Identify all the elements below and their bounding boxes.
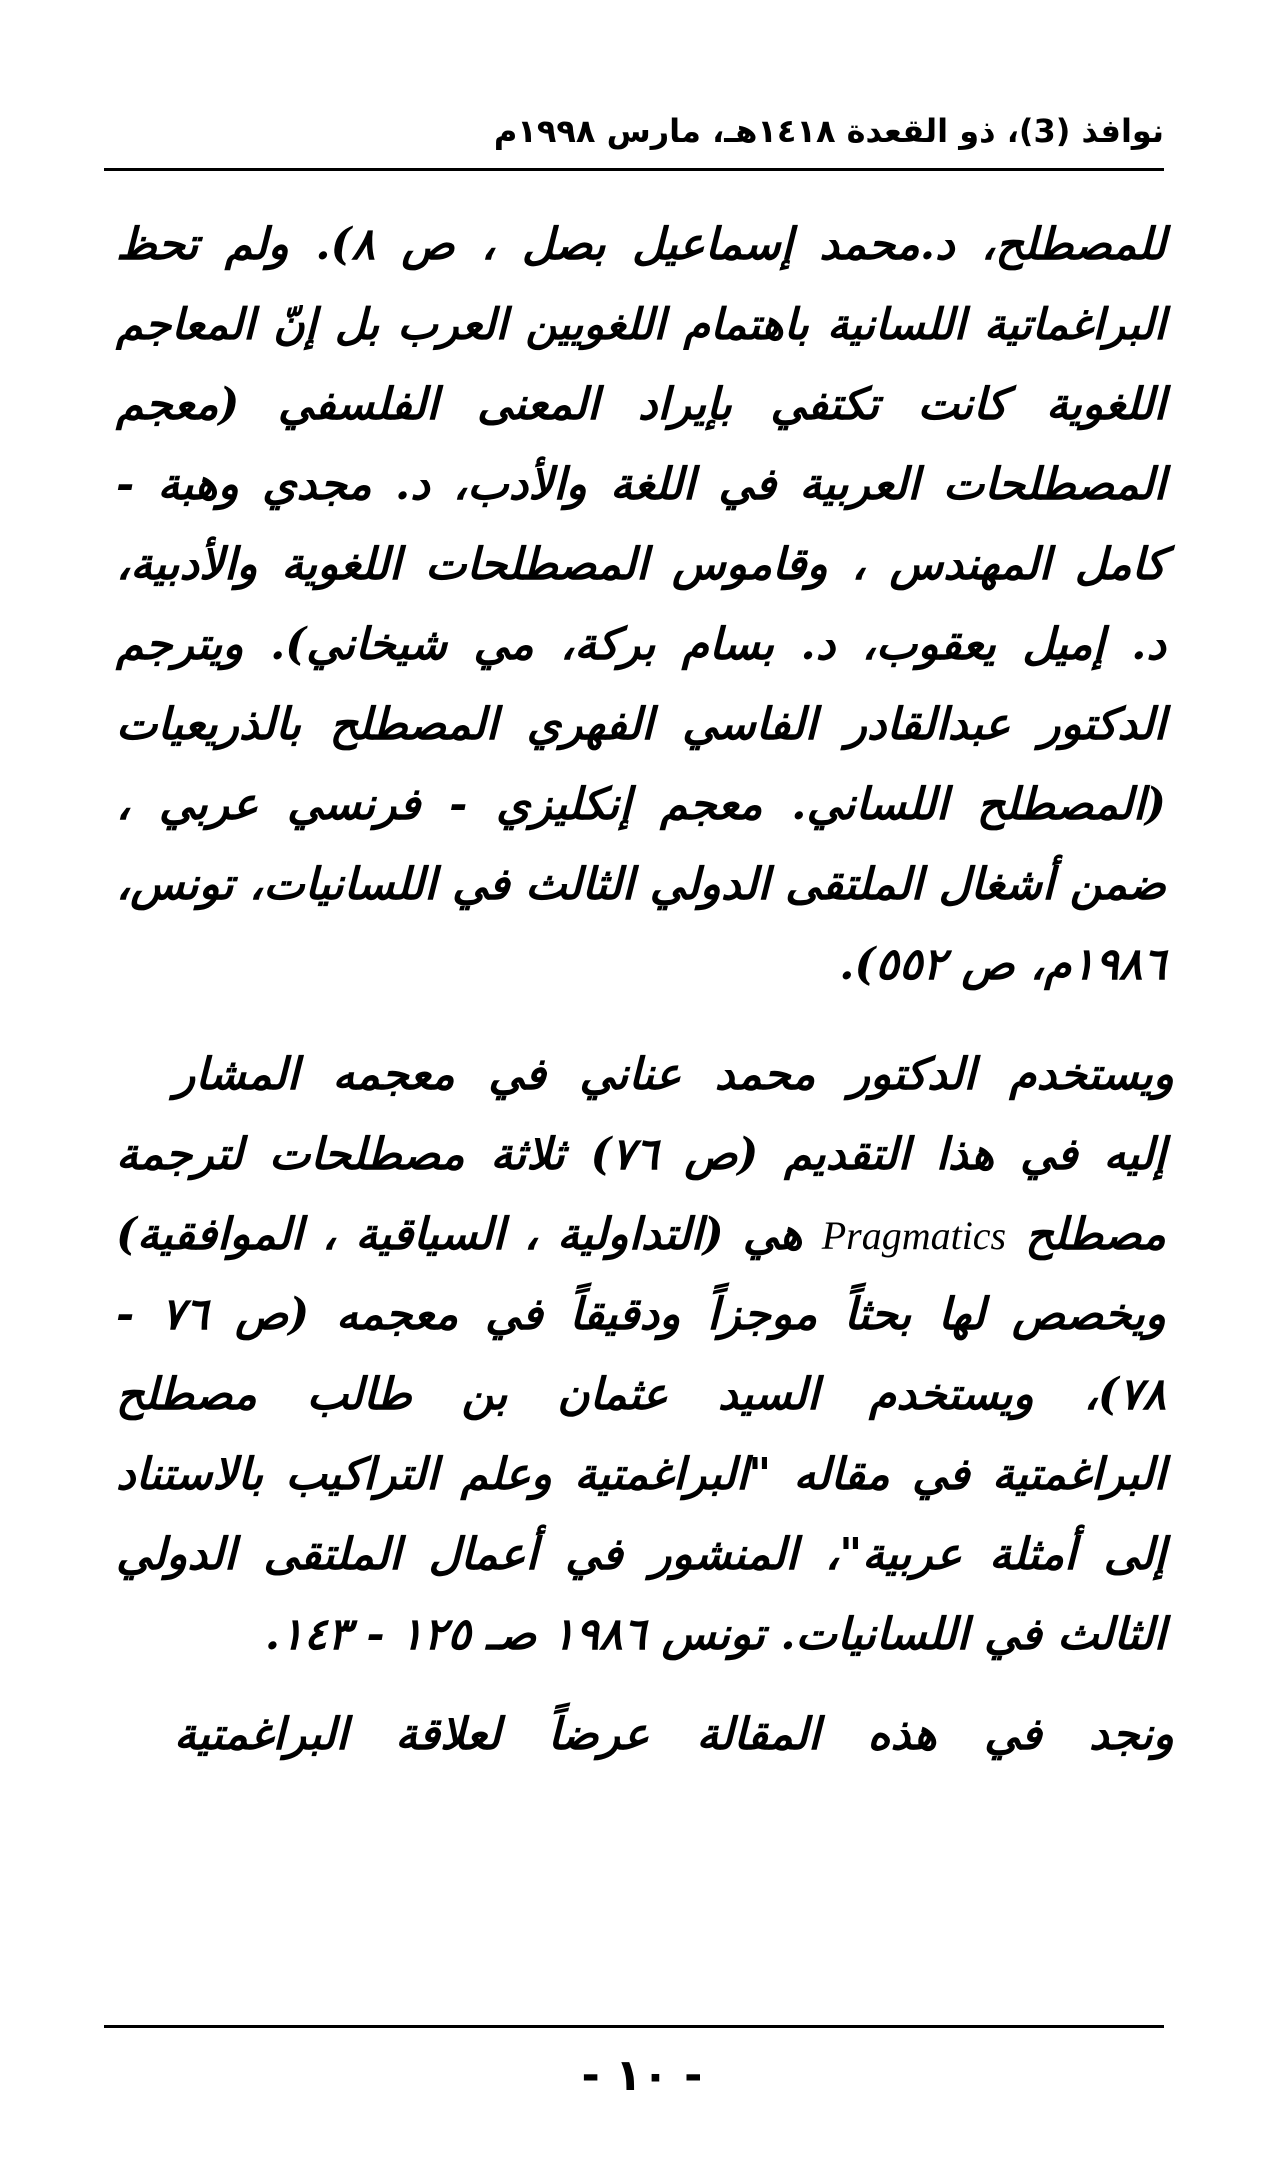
text-line: ونجد في هذه المقالة عرضاً لعلاقة البراغمتية bbox=[174, 1709, 1174, 1760]
text-fragment: هي (التداولية ، السياقية ، الموافقية) bbox=[116, 1209, 803, 1260]
text-line: الثالث في اللسانيات. تونس ١٩٨٦ صـ ١٢٥ - ١٤٣. bbox=[264, 1609, 1166, 1660]
running-header: نوافذ (3)، ذو القعدة ١٤١٨هـ، مارس ١٩٩٨م bbox=[493, 112, 1164, 150]
text-line: ويستخدم الدكتور محمد عناني في معجمه المشار bbox=[174, 1049, 1174, 1100]
text-line: البراغماتية اللسانية باهتمام اللغويين العرب بل إنّ المعاجم bbox=[116, 300, 1166, 350]
text-line: إليه في هذا التقديم (ص ٧٦) ثلاثة مصطلحات لترجمة bbox=[116, 1129, 1166, 1180]
text-line: كامل المهندس ، وقاموس المصطلحات اللغوية والأدبية، bbox=[116, 539, 1166, 590]
text-line: ١٩٨٦م، ص ٥٥٢). bbox=[839, 939, 1166, 990]
text-line: ويخصص لها بحثاً موجزاً ودقيقاً في معجمه (ص ٧٦ - bbox=[116, 1289, 1166, 1340]
text-line: المصطلحات العربية في اللغة والأدب، د. مجدي وهبة - bbox=[116, 459, 1166, 510]
page-number: - ١٠ - bbox=[581, 2050, 703, 2101]
text-line: إلى أمثلة عربية"، المنشور في أعمال الملتقى الدولي bbox=[116, 1529, 1166, 1580]
text-line: للمصطلح، د.محمد إسماعيل بصل ، ص ٨). ولم تحظ bbox=[116, 219, 1166, 270]
header-divider bbox=[104, 168, 1164, 171]
latin-term: Pragmatics bbox=[821, 1213, 1007, 1258]
footer-divider bbox=[104, 2025, 1164, 2028]
text-fragment: مصطلح bbox=[1025, 1209, 1166, 1260]
text-line: البراغمتية في مقاله "البراغمتية وعلم التراكيب بالاستناد bbox=[116, 1449, 1166, 1500]
text-line: الدكتور عبدالقادر الفاسي الفهري المصطلح بالذريعيات bbox=[116, 699, 1166, 750]
text-line: ضمن أشغال الملتقى الدولي الثالث في اللسانيات، تونس، bbox=[116, 859, 1166, 910]
text-line: (المصطلح اللساني. معجم إنكليزي - فرنسي عربي ، bbox=[116, 779, 1166, 830]
text-line: اللغوية كانت تكتفي بإيراد المعنى الفلسفي (معجم bbox=[116, 379, 1166, 430]
text-line bbox=[116, 1200, 1166, 1270]
text-line: ٧٨)، ويستخدم السيد عثمان بن طالب مصطلح bbox=[116, 1369, 1166, 1420]
text-line: د. إميل يعقوب، د. بسام بركة، مي شيخاني). ويترجم bbox=[116, 619, 1166, 670]
